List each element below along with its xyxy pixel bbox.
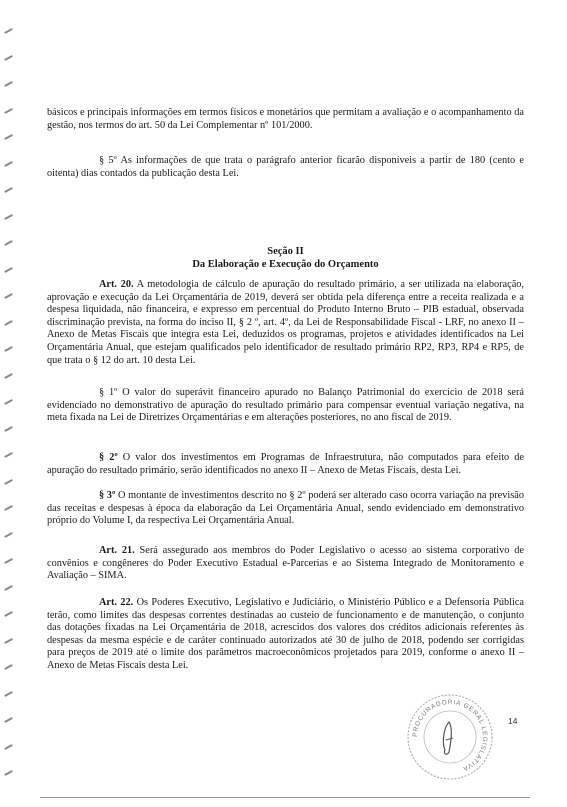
binding-hole	[4, 399, 13, 405]
article-21-text: Será assegurado aos membros do Poder Legislativo o acesso ao sistema corporativo de convênios e congêneres do Poder Executivo Estadual e-Parcerias e ao Sistema Integrado de Monitoramento e Avaliação – SIMA.	[47, 545, 524, 582]
binding-hole	[4, 585, 13, 591]
binding-hole	[4, 187, 13, 193]
binding-hole	[4, 770, 13, 776]
binding-hole	[4, 558, 13, 564]
article-20-p3-symbol: § 3º	[99, 490, 116, 501]
binding-hole	[4, 505, 13, 511]
section-title: Da Elaboração e Execução do Orçamento	[192, 259, 379, 270]
section-number: Seção II	[267, 246, 304, 257]
article-20-paragraph-2	[47, 452, 524, 477]
article-21	[47, 545, 524, 583]
article-22-text: Os Poderes Executivo, Legislativo e Judiciário, o Ministério Público e a Defensoria Pública terão, como limites das despesas correntes destinadas ao custeio de funcionamento e de manutenção, o conjunto das dotações fixadas na Lei Orçamentária de 2018, acrescidos dos valores dos créditos adicionais referentes às despesas da mesma espécie e de caráter continuado autorizados até 30 de julho de 2018, podendo ser corrigidas para preços de 2019 até o limite dos parâmetros macroeconômicos projetados para 2019, conforme o anexo II – Anexo de Metas Fiscais desta Lei.	[47, 597, 524, 671]
article-22-label: Art. 22.	[99, 597, 134, 608]
binding-hole	[4, 161, 13, 167]
page-number: 14	[508, 716, 518, 726]
binding-hole	[4, 346, 13, 352]
article-20-p2-symbol: § 2º	[99, 452, 118, 463]
binding-hole	[4, 532, 13, 538]
binding-hole	[4, 744, 13, 750]
binding-hole	[4, 452, 13, 458]
binding-hole	[4, 638, 13, 644]
page-bottom-edge	[40, 797, 530, 798]
paragraph-5	[47, 155, 524, 180]
svg-text:PROCURADORIA GERAL LEGISLATIVA: PROCURADORIA GERAL LEGISLATIVA	[411, 698, 489, 773]
binding-hole	[4, 214, 13, 220]
binding-hole	[4, 320, 13, 326]
article-21-label: Art. 21.	[99, 545, 135, 556]
article-20-p2-text: O valor dos investimentos em Programas de Infraestrutura, não computados para efeito de apuração do resultado primário, serão identificados no anexo II – Anexo de Metas Fiscais, desta Lei.	[47, 452, 524, 476]
article-20	[47, 279, 524, 367]
article-20-p1-symbol: § 1º	[99, 387, 118, 398]
article-22	[47, 597, 524, 673]
binding-hole	[4, 81, 13, 87]
article-20-paragraph-1	[47, 387, 524, 425]
section-heading	[47, 245, 524, 271]
binding-hole	[4, 426, 13, 432]
paragraph-5-text: As informações de que trata o parágrafo anterior ficarão disponíveis a partir de 180 (cento e oitenta) dias contados da publicação desta Lei.	[47, 155, 524, 179]
article-20-text: A metodologia de cálculo de apuração do resultado primário, a ser utilizada na elaboração, aprovação e execução da Lei Orçamentária de 2019, deverá ser obtida pela diferença entre a receita realizada e a despesa liquidada, não financeira, e expresso em percentual do Produto Interno Bruto – PIB estadual, observada discriminação prevista, na forma do inciso II, § 2 º, art. 4º, da Lei de Responsabilidade Fiscal - LRF, no anexo II – Anexo de Metas Fiscais que integra esta Lei, deduzidos os programas, projetos e atividades identificados na Lei Orçamentária Anual, que estejam qualificados pelo identificador de resultado primário RP2, RP3, RP4 e RP5, de que trata o § 12 do art. 10 desta Lei.	[47, 279, 524, 366]
paragraph-5-symbol: § 5º	[99, 155, 117, 166]
binding-hole	[4, 108, 13, 114]
binding-hole	[4, 134, 13, 140]
intro-paragraph	[47, 107, 524, 132]
binding-hole	[4, 28, 13, 34]
article-20-p1-text: O valor do superávit financeiro apurado no Balanço Patrimonial do exercício de 2018 será evidenciado no demonstrativo de apuração do resultado primário para compensar eventual variação negativa, na meta fixada na Lei de Diretrizes Orçamentárias e em alterações posteriores, no ano fiscal de 2019.	[47, 387, 524, 424]
binding-hole	[4, 240, 13, 246]
binding-hole	[4, 293, 13, 299]
binding-hole	[4, 717, 13, 723]
article-20-p3-text: O montante de investimentos descrito no § 2º poderá ser alterado caso ocorra variação na previsão das receitas e despesas à época da elaboração da Lei Orçamentária Anual, sendo evidenciado em demonstrativo próprio do Volume I, da respectiva Lei Orçamentária Anual.	[47, 490, 524, 527]
binding-hole	[4, 55, 13, 61]
article-20-label: Art. 20.	[99, 279, 134, 290]
binding-hole	[4, 267, 13, 273]
intro-text: básicos e principais informações em termos físicos e monetários que permitam a avaliação e o acompanhamento da gestão, nos termos do art. 50 da Lei Complementar nº 101/2000.	[47, 107, 524, 131]
official-stamp-seal	[405, 692, 495, 782]
article-20-paragraph-3	[47, 490, 524, 528]
binding-hole	[4, 373, 13, 379]
binding-hole	[4, 664, 13, 670]
binding-hole	[4, 479, 13, 485]
binding-hole	[4, 691, 13, 697]
binding-holes	[2, 30, 14, 800]
binding-hole	[4, 611, 13, 617]
